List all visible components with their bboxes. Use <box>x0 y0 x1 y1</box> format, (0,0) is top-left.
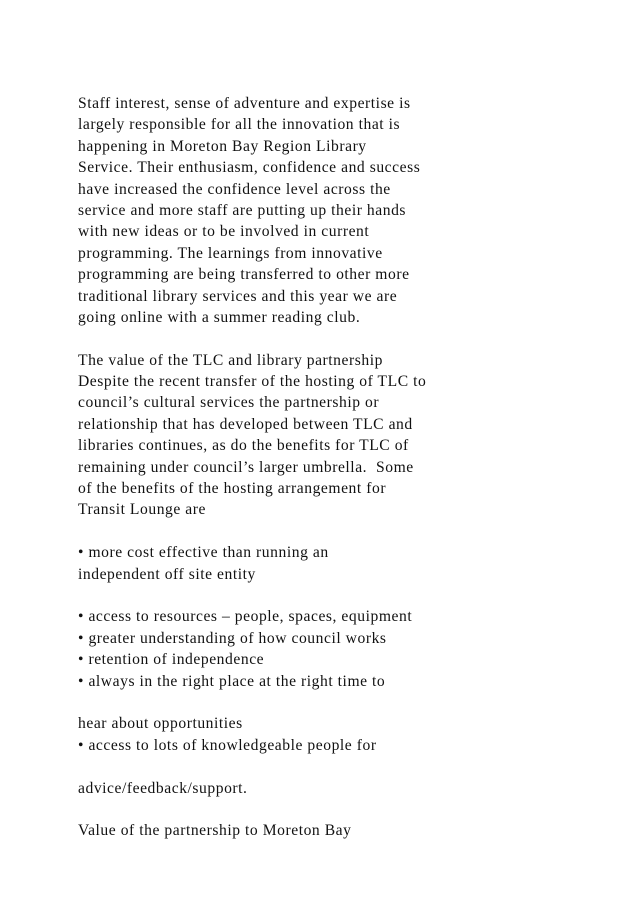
paragraph-spacer <box>78 328 618 349</box>
text-line: traditional library services and this year we are <box>78 287 398 305</box>
bullet-item-people: • access to lots of knowledgeable people for <box>78 736 377 754</box>
text-line: with new ideas or to be involved in current <box>78 223 370 241</box>
bullet-item-understanding: • greater understanding of how council works <box>78 629 387 647</box>
text-line: Service. Their enthusiasm, confidence and success <box>78 159 421 177</box>
bullet-item-right-place: • always in the right place at the right time to <box>78 672 386 690</box>
text-line: relationship that has developed between TLC and <box>78 415 413 433</box>
text-line: remaining under council’s larger umbrella. Some <box>78 458 414 476</box>
bullet-item-resources: • access to resources – people, spaces, equipment <box>78 608 413 626</box>
text-line: going online with a summer reading club. <box>78 308 361 326</box>
bullet-item-independence: • retention of independence <box>78 651 265 669</box>
paragraph-spacer <box>78 585 618 606</box>
text-line: Transit Lounge are <box>78 501 206 519</box>
text-line: • more cost effective than running an <box>78 544 329 562</box>
bullet-item-right-place-continued: hear about opportunities <box>78 715 243 733</box>
text-line: programming. The learnings from innovative <box>78 244 383 262</box>
text-line: independent off site entity <box>78 565 256 583</box>
text-line: Staff interest, sense of adventure and expertise is <box>78 95 411 112</box>
document-body <box>78 93 618 842</box>
bullet-item-cost <box>78 542 618 585</box>
text-line: Despite the recent transfer of the hosting of TLC to <box>78 373 427 391</box>
paragraph-spacer <box>78 799 618 820</box>
bullet-item-people-continued: advice/feedback/support. <box>78 779 248 797</box>
text-line: of the benefits of the hosting arrangement for <box>78 480 387 498</box>
paragraph-innovation <box>78 93 618 328</box>
paragraph-hosting <box>78 371 618 521</box>
text-line: council’s cultural services the partnership or <box>78 394 380 412</box>
paragraph-spacer <box>78 521 618 542</box>
text-line: largely responsible for all the innovation that is <box>78 116 401 134</box>
section-heading-moreton-bay: Value of the partnership to Moreton Bay <box>78 822 352 840</box>
text-line: programming are being transferred to other more <box>78 266 410 284</box>
text-line: service and more staff are putting up their hands <box>78 201 407 219</box>
section-heading-tlc-partnership: The value of the TLC and library partnership <box>78 351 383 369</box>
text-line: have increased the confidence level across the <box>78 180 391 198</box>
paragraph-spacer <box>78 756 618 777</box>
text-line: libraries continues, as do the benefits for TLC of <box>78 437 409 455</box>
text-line: happening in Moreton Bay Region Library <box>78 137 367 155</box>
paragraph-spacer <box>78 692 618 713</box>
